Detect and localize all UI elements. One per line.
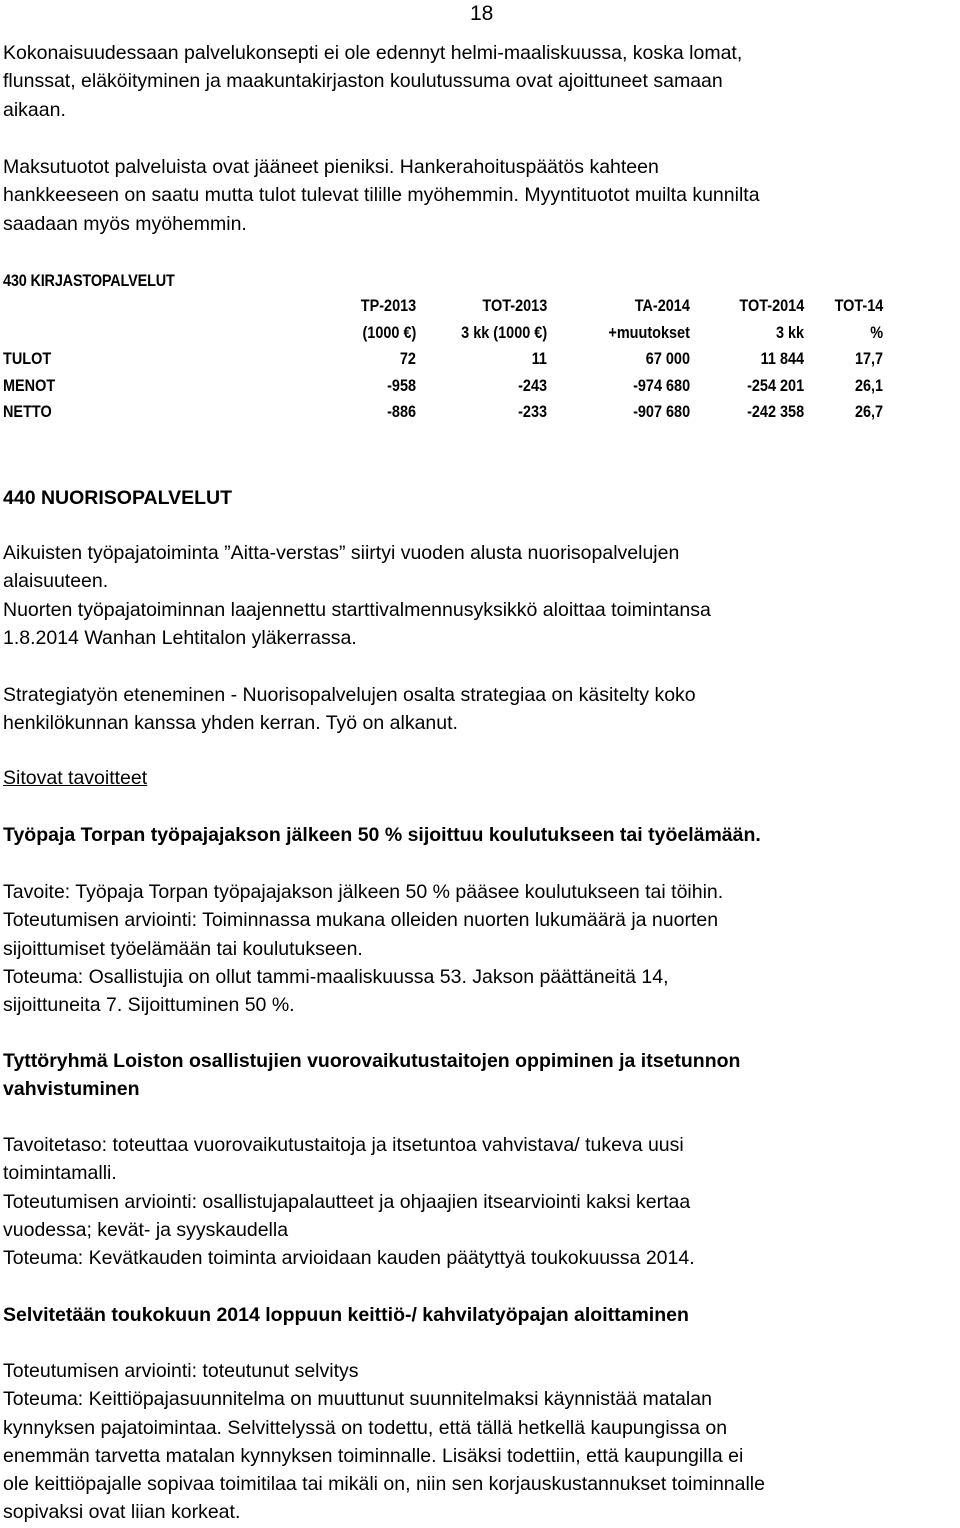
table-header-cell: %	[870, 322, 883, 342]
table-cell: 72	[399, 349, 416, 368]
table-cell: -242 358	[746, 402, 804, 421]
table-cell: 17,7	[854, 349, 883, 368]
table-cell: 11	[531, 349, 547, 368]
table-cell: -243	[518, 375, 547, 395]
table-cell: -886	[387, 402, 416, 421]
intro-paragraph-1: Kokonaisuudessaan palvelukonsepti ei ole edennyt helmi-maaliskuussa, koska lomat, flunssat, eläköityminen ja maakuntakirjaston koulutussuma ovat ajoittuneet samaan aikaan.	[3, 42, 743, 121]
goal-2-heading: Tyttöryhmä Loiston osallistujien vuorovaikutustaitojen oppiminen ja itsetunnon vahvistuminen	[3, 1050, 741, 1101]
financial-table	[3, 296, 883, 429]
table-header-cell: TOT-2014	[739, 296, 804, 315]
section-title: 440 NUORISOPALVELUT	[3, 487, 232, 509]
row-label: TULOT	[3, 349, 52, 368]
table-header-cell: +muutokset	[608, 322, 690, 342]
row-label: NETTO	[3, 402, 52, 421]
binding-goals-heading: Sitovat tavoitteet	[3, 767, 148, 789]
table-header-row	[3, 296, 883, 323]
section-paragraph-2: Strategiatyön eteneminen - Nuorisopalvelujen osalta strategiaa on käsitelty koko henkilökunnan kanssa yhden kerran. Työ on alkanut.	[3, 684, 696, 735]
table-header-cell: TP-2013	[360, 296, 416, 315]
section-paragraph-1: Aikuisten työpajatoiminta ”Aitta-verstas” siirtyi vuoden alusta nuorisopalvelujen alaisuuteen. Nuorten työpajatoiminnan laajennettu starttivalmennusyksikkö aloittaa toimintansa 1.8.2014 Wanhan Lehtitalon yläkerrassa.	[3, 542, 711, 649]
intro-paragraph-2: Maksutuotot palveluista ovat jääneet pieniksi. Hankerahoituspäätös kahteen hankkeeseen on saatu mutta tulot tulevat tilille myöhemmin. Myyntituotot muilta kunnilta saadaan myös myöhemmin.	[3, 156, 760, 235]
table-cell: -974 680	[632, 375, 690, 395]
goal-3-heading: Selvitetään toukokuun 2014 loppuun keittiö-/ kahvilatyöpajan aloittaminen	[3, 1304, 689, 1326]
table-header-cell: TOT-14	[834, 296, 883, 315]
table-cell: -958	[387, 375, 416, 395]
table-header-cell: TA-2014	[634, 296, 690, 315]
goal-1-heading: Työpaja Torpan työpajajakson jälkeen 50 % sijoittuu koulutukseen tai työelämään.	[3, 824, 761, 846]
table-header-row	[3, 323, 883, 350]
table-cell: 67 000	[645, 349, 690, 368]
goal-1-text: Tavoite: Työpaja Torpan työpajajakson jälkeen 50 % pääsee koulutukseen tai töihin. Toteutumisen arviointi: Toiminnassa mukana olleiden nuorten lukumäärä ja nuorten sijoittumiset työelämään tai koulutukseen. Toteuma: Osallistujia on ollut tammi-maaliskuussa 53. Jakson päättäneitä 14, sijoittuneita 7. Sijoittuminen 50 %.	[3, 881, 724, 1017]
table-cell: -233	[518, 402, 547, 421]
table-row	[3, 349, 883, 376]
table-header-cell: (1000 €)	[362, 322, 416, 342]
table-cell: -254 201	[746, 375, 804, 395]
table-header-cell: 3 kk	[775, 322, 804, 342]
table-cell: 11 844	[760, 349, 804, 368]
table-header-cell: 3 kk (1000 €)	[461, 322, 547, 342]
table-cell: 26,7	[854, 402, 883, 421]
table-cell: 26,1	[854, 375, 883, 395]
table-cell: -907 680	[632, 402, 690, 421]
table-row	[3, 376, 883, 403]
table-row	[3, 402, 883, 429]
page-number: 18	[470, 2, 494, 25]
row-label: MENOT	[3, 375, 56, 395]
table-title: 430 KIRJASTOPALVELUT	[3, 271, 175, 290]
goal-2-text: Tavoitetaso: toteuttaa vuorovaikutustaitoja ja itsetuntoa vahvistava/ tukeva uusi toimintamalli. Toteutumisen arviointi: osallistujapalautteet ja ohjaajien itsearviointi kaksi kertaa vuodessa; kevät- ja syyskaudella Toteuma: Kevätkauden toiminta arvioidaan kauden päätyttyä toukokuussa 2014.	[3, 1134, 695, 1270]
goal-3-text: Toteutumisen arviointi: toteutunut selvitys Toteuma: Keittiöpajasuunnitelma on muuttunut suunnitelmaksi käynnistää matalan kynnyksen pajatoimintaa. Selvittelyssä on todettu, että tällä hetkellä kaupungissa on enemmän tarvetta matalan kynnyksen toiminnalle. Lisäksi todettiin, että kaupungilla ei ole keittiöpajalle sopivaa toimitilaa tai mikäli on, niin sen korjauskustannukset toiminnalle sopivaksi ovat liian korkeat.	[3, 1360, 765, 1524]
table-header-cell: TOT-2013	[482, 296, 547, 315]
